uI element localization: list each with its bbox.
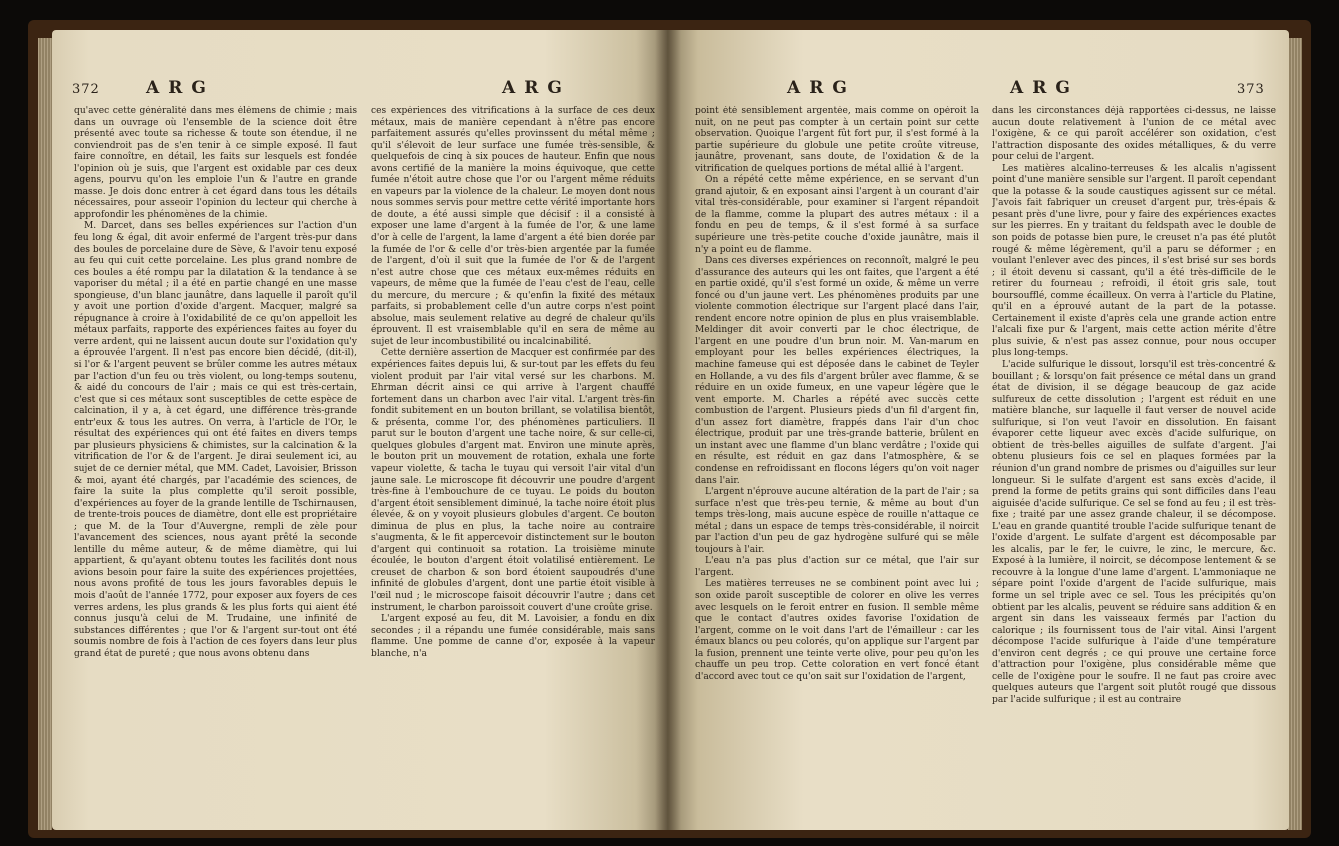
running-head-left-2: ARG	[502, 78, 571, 98]
running-head-right-1: ARG	[787, 78, 856, 98]
left-page-column-1	[74, 106, 357, 828]
paragraph: qu'avec cette généralité dans mes élémens de chimie ; mais dans un ouvrage où l'ensemble de la science doit être présenté avec toute sa richesse & toute son étendue, il ne conviendroit pas de s'en tenir à ce simple exposé. Il faut faire connoître, en détail, les faits sur lesquels est fondée l'opinion où je suis, que l'argent est oxidable par ces deux agens, pourvu qu'on les emploie l'un & l'autre en grande masse. Je dois donc entrer à cet égard dans tous les détails nécessaires, pour asseoir l'opinion du lecteur qui cherche à approfondir les phénomènes de la chimie.	[74, 106, 357, 220]
paragraph: Les matières terreuses ne se combinent point avec lui ; son oxide paroît susceptible de colorer en olive les verres avec lesquels on le feroit entrer en fusion. Il semble même que le contact d'autres oxides favorise l'oxidation de l'argent, comme on le voit dans l'art de l'émailleur : car les émaux blancs ou peu colorés, qu'on applique sur l'argent par la fusion, prennent une teinte verte olive, pour peu qu'on les chauffe un peu trop. Cette coloration en vert foncé étant d'accord avec tout ce qu'on sait sur l'oxidation de l'argent,	[695, 579, 979, 682]
paragraph: ces expériences des vitrifications à la surface de ces deux métaux, mais de manière cependant à n'être pas encore parfaitement assurés qu'elles provinssent du métal même ; qu'il s'élevoit de leur surface une fumée très-sensible, & quelquefois de cinq à six pouces de hauteur. Enfin que nous avons certifié de la manière la moins équivoque, que cette fumée n'étoit autre chose que l'or ou l'argent même réduits en vapeurs par la violence de la chaleur. Le moyen dont nous nous sommes servis pour mettre cette vérité importante hors de doute, a été aussi simple que décisif : il a consisté à exposer une lame d'argent à la fumée de l'or, & une lame d'or à celle de l'argent, la lame d'argent a été bien dorée par la fumée de l'or & celle d'or très-bien argentée par la fumée de l'argent, d'où il suit que la fumée de l'or & de l'argent n'est autre chose que ces métaux eux-mêmes réduits en vapeurs, de même que la fumée de l'eau c'est de l'eau, celle du mercure, du mercure ; & qu'enfin la fixité des métaux parfaits, si probablement celle d'un autre corps n'est point absolue, mais seulement relative au degré de chaleur qu'ils éprouvent. Il est vraisemblable qu'il en sera de même au sujet de leur incombustibilité ou incalcinabilité.	[371, 106, 655, 347]
left-page-column-2	[371, 106, 655, 828]
paragraph: L'argent n'éprouve aucune altération de la part de l'air ; sa surface n'est que très-peu ternie, & même au bout d'un temps très-long, mais aucune espèce de rouille n'attaque ce métal ; dans un espace de temps très-considérable, il noircit par l'action d'un peu de gaz hydrogène sulfuré qui se mêle toujours à l'air.	[695, 487, 979, 555]
right-page-column-1	[695, 106, 979, 828]
paragraph: point été sensiblement argentée, mais comme on opéroit la nuit, on ne peut pas compter à un certain point sur cette observation. Quoique l'argent fût fort pur, il s'est formé à la partie supérieure du globule une petite croûte vitreuse, jaunâtre, provenant, sans doute, de l'oxidation & de la vitrification de quelques portions de métal allié à l'argent.	[695, 106, 979, 174]
page-edges-left	[38, 38, 52, 830]
paragraph: L'argent exposé au feu, dit M. Lavoisier, a fondu en dix secondes ; il a répandu une fumée considérable, mais sans flamme. Une pomme de canne d'or, exposée à la vapeur blanche, n'a	[371, 614, 655, 659]
paragraph: dans les circonstances déjà rapportées ci-dessus, ne laisse aucun doute relativement à l'union de ce métal avec l'oxigène, & ce qui paroît accélérer son oxidation, c'est l'attraction disposante des oxides métalliques, & du verre pour celui de l'argent.	[992, 106, 1276, 163]
book-gutter	[655, 30, 681, 830]
running-head-left-1: ARG	[146, 78, 215, 98]
page-number-right: 373	[1237, 82, 1265, 97]
paragraph: M. Darcet, dans ses belles expériences sur l'action d'un feu long & égal, dit avoir enfermé de l'argent très-pur dans des boules de porcelaine dure de Sève, & l'avoir tenu exposé au feu qui cuit cette porcelaine. Les plus grand nombre de ces boules a été rompu par la dilatation & la tendance à se vaporiser du métal ; il a été en partie changé en une masse spongieuse, d'un blanc jaunâtre, dans laquelle il paroît qu'il y avoit une portion d'oxide d'argent. Macquer, malgré sa répugnance à croire à l'oxidabilité de ce qu'on appelloit les métaux parfaits, rapporte des expériences faites au foyer du verre ardent, qui ne laissent aucun doute sur l'oxidation qu'y a éprouvée l'argent. Il n'est pas encore bien décidé, (dit-il), si l'or & l'argent peuvent se brûler comme les autres métaux par l'action d'un feu ou très violent, ou long-temps soutenu, & aidé du concours de l'air ; mais ce qui est très-certain, c'est que si ces métaux sont susceptibles de cette espèce de calcination, il y a, à cet égard, une différence très-grande entr'eux & tous les autres. On verra, à l'article de l'Or, le résultat des expériences qui ont été faites en divers temps par plusieurs physiciens & chimistes, sur la calcination & la vitrification de l'or & de l'argent. Je dirai seulement ici, au sujet de ce dernier métal, que MM. Cadet, Lavoisier, Brisson & moi, ayant été chargés, par l'académie des sciences, de faire la suite la plus complette qu'il seroit possible, d'expériences au foyer de la grande lentille de Tschirnausen, de trente-trois pouces de diamètre, dont elle est propriétaire ; que M. de la Tour d'Auvergne, rempli de zèle pour l'avancement des sciences, nous ayant prêté la seconde lentille du même auteur, & de même diamètre, qui lui appartient, & qu'ayant obtenu toutes les facilités dont nous avions besoin pour faire la suite des expériences projettées, nous avons profité de tous les jours favorables depuis le mois d'août de l'année 1772, pour exposer aux foyers de ces verres ardens, les plus grands & les plus forts qui aient été connus jusqu'à celui de M. Trudaine, une infinité de substances différentes ; que l'or & l'argent sur-tout ont été soumis nombre de fois à l'action de ces foyers dans leur plus grand état de pureté ; que nous avons obtenu dans	[74, 221, 357, 659]
paragraph: Les matières alcalino-terreuses & les alcalis n'agissent point d'une manière sensible sur l'argent. Il paroît cependant que la potasse & la soude caustiques agissent sur ce métal. J'avois fait fabriquer un creuset d'argent pur, très-épais & pesant près d'une livre, pour y faire des expériences exactes sur les pierres. En y traitant du feldspath avec le double de son poids de potasse bien pure, le creuset n'a pas été plutôt rougé & même légèrement, qu'il a paru se déformer ; en voulant l'enlever avec des pinces, il s'est brisé sur ses bords ; il étoit devenu si cassant, qu'il a été très-difficile de le retirer du fourneau ; refroidi, il étoit gris sale, tout boursoufflé, comme écailleux. On verra à l'article du Platine, qu'il en a éprouvé autant de la part de la potasse. Certainement il existe d'après cela une grande action entre l'alcali fixe pur & l'argent, mais cette action mérite d'être plus suivie, & n'est pas assez connue, pour nous occuper plus long-temps.	[992, 163, 1276, 359]
running-head-right-2: ARG	[1010, 78, 1079, 98]
paragraph: L'eau n'a pas plus d'action sur ce métal, que l'air sur l'argent.	[695, 556, 979, 578]
paragraph: Dans ces diverses expériences on reconnoît, malgré le peu d'assurance des auteurs qui les ont faites, que l'argent a été en partie oxidé, qu'il s'est formé un oxide, & même un verre foncé ou d'un jaune vert. Les phénomènes produits par une violente commotion électrique sur l'argent placé dans l'air, rendent encore notre opinion de plus en plus vraisemblable. Meldinger dit avoir converti par le choc électrique, de l'argent en une poudre d'un brun noir. M. Van-marum en employant pour les belles expériences électriques, la machine fameuse qui est déposée dans le cabinet de Teyler en Hollande, a vu des fils d'argent brûler avec flamme, & se réduire en un oxide fumeux, en une vapeur légère que le vent emporte. M. Charles a répété avec succès cette combustion de l'argent. Plusieurs pieds d'un fil d'argent fin, d'un assez fort diamètre, frappés dans l'air d'un choc électrique, produit par une très-grande batterie, brûlent en un instant avec une flamme d'un blanc verdâtre ; l'oxide qui en résulte, est réduit en gaz dans l'atmosphère, & se condense en refroidissant en flocons légers qu'on voit nager dans l'air.	[695, 256, 979, 486]
paragraph: Cette dernière assertion de Macquer est confirmée par des expériences faites depuis lui, & sur-tout par les effets du feu violent produit par l'air vital versé sur les charbons. M. Ehrman décrit ainsi ce qui arrive à l'argent chauffé fortement dans un charbon avec l'air vital. L'argent très-fin fondit subitement en un bouton brillant, se volatilisa bientôt, & présenta, comme l'or, des phénomènes particuliers. Il parut sur le bouton d'argent une tache noire, & sur celle-ci, quelques globules d'argent mat. Environ une minute après, le bouton prit un mouvement de rotation, exhala une forte vapeur violette, & tacha le tuyau qui versoit l'air vital d'un jaune sale. Le microscope fit découvrir une poudre d'argent très-fine à l'embouchure de ce tuyau. Le poids du bouton d'argent étoit sensiblement diminué, la tache noire étoit plus élevée, & on y voyoit plusieurs globules d'argent. Ce bouton diminua de plus en plus, la tache noire au contraire s'augmenta, & le fit appercevoir distinctement sur le bouton d'argent qui continuoit sa rotation. La troisième minute écoulée, le bouton d'argent étoit volatilisé entièrement. Le creuset de charbon & son bord étoient saupoudrés d'une infinité de globules d'argent, dont une partie étoit visible à l'œil nud ; le microscope faisoit découvrir l'autre ; dans cet instrument, le charbon paroissoit couvert d'une croûte grise.	[371, 348, 655, 613]
paragraph: L'acide sulfurique le dissout, lorsqu'il est très-concentré & bouillant ; & lorsqu'on fait présence ce métal dans un grand état de division, il se dégage beaucoup de gaz acide sulfureux de cette dissolution ; l'argent est réduit en une matière blanche, sur laquelle il faut verser de nouvel acide sulfurique, si l'on veut l'avoir en dissolution. En faisant évaporer cette liqueur avec excès d'acide sulfurique, on obtient de très-belles aiguilles de sulfate d'argent. J'ai obtenu plusieurs fois ce sel en plaques formées par la réunion d'un grand nombre de prismes ou d'aiguilles sur leur longueur. Si le sulfate d'argent est sans excès d'acide, il prend la forme de petits grains qui sont difficiles dans l'eau aiguisée d'acide sulfurique. Ce sel se fond au feu ; il est très-fixe ; traité par une assez grande chaleur, il se décompose. L'eau en grande quantité trouble l'acide sulfurique tenant de l'oxide d'argent. Le sulfate d'argent est décomposable par les alcalis, par le fer, le cuivre, le zinc, le mercure, &c. Exposé à la lumière, il noircit, se décompose lentement & se recouvre à la longue d'une lame d'argent. L'ammoniaque ne sépare point l'oxide d'argent de l'acide sulfurique, mais forme un sel triple avec ce sel. Tous les précipités qu'on obtient par les alcalis, peuvent se réduire sans addition & en argent sin dans les vaisseaux fermés par l'action du calorique ; ils fournissent tous de l'air vital. Ainsi l'argent décompose l'acide sulfurique à l'aide d'une température d'environ cent degrés ; ce qui prouve une certaine force d'attraction pour l'oxigène, plus considérable même que celle de l'oxigène pour le soufre. Il ne faut pas croire avec quelques auteurs que l'argent soit plutôt rougé que dissous par l'acide sulfurique ; il est au contraire	[992, 360, 1276, 705]
right-page-column-2	[992, 106, 1276, 828]
page-number-left: 372	[72, 82, 100, 97]
paragraph: On a répété cette même expérience, en se servant d'un grand ajutoir, & en exposant ainsi l'argent à un courant d'air vital très-considérable, pour examiner si l'argent répandoit de la flamme, comme la plupart des autres métaux : il a fondu en peu de temps, & il s'est formé à sa surface supérieure une très-petite couche d'oxide jaunâtre, mais il n'y a point eu de flamme.	[695, 175, 979, 255]
page-edges-right	[1288, 38, 1302, 830]
right-page	[667, 30, 1289, 830]
left-page	[52, 30, 667, 830]
